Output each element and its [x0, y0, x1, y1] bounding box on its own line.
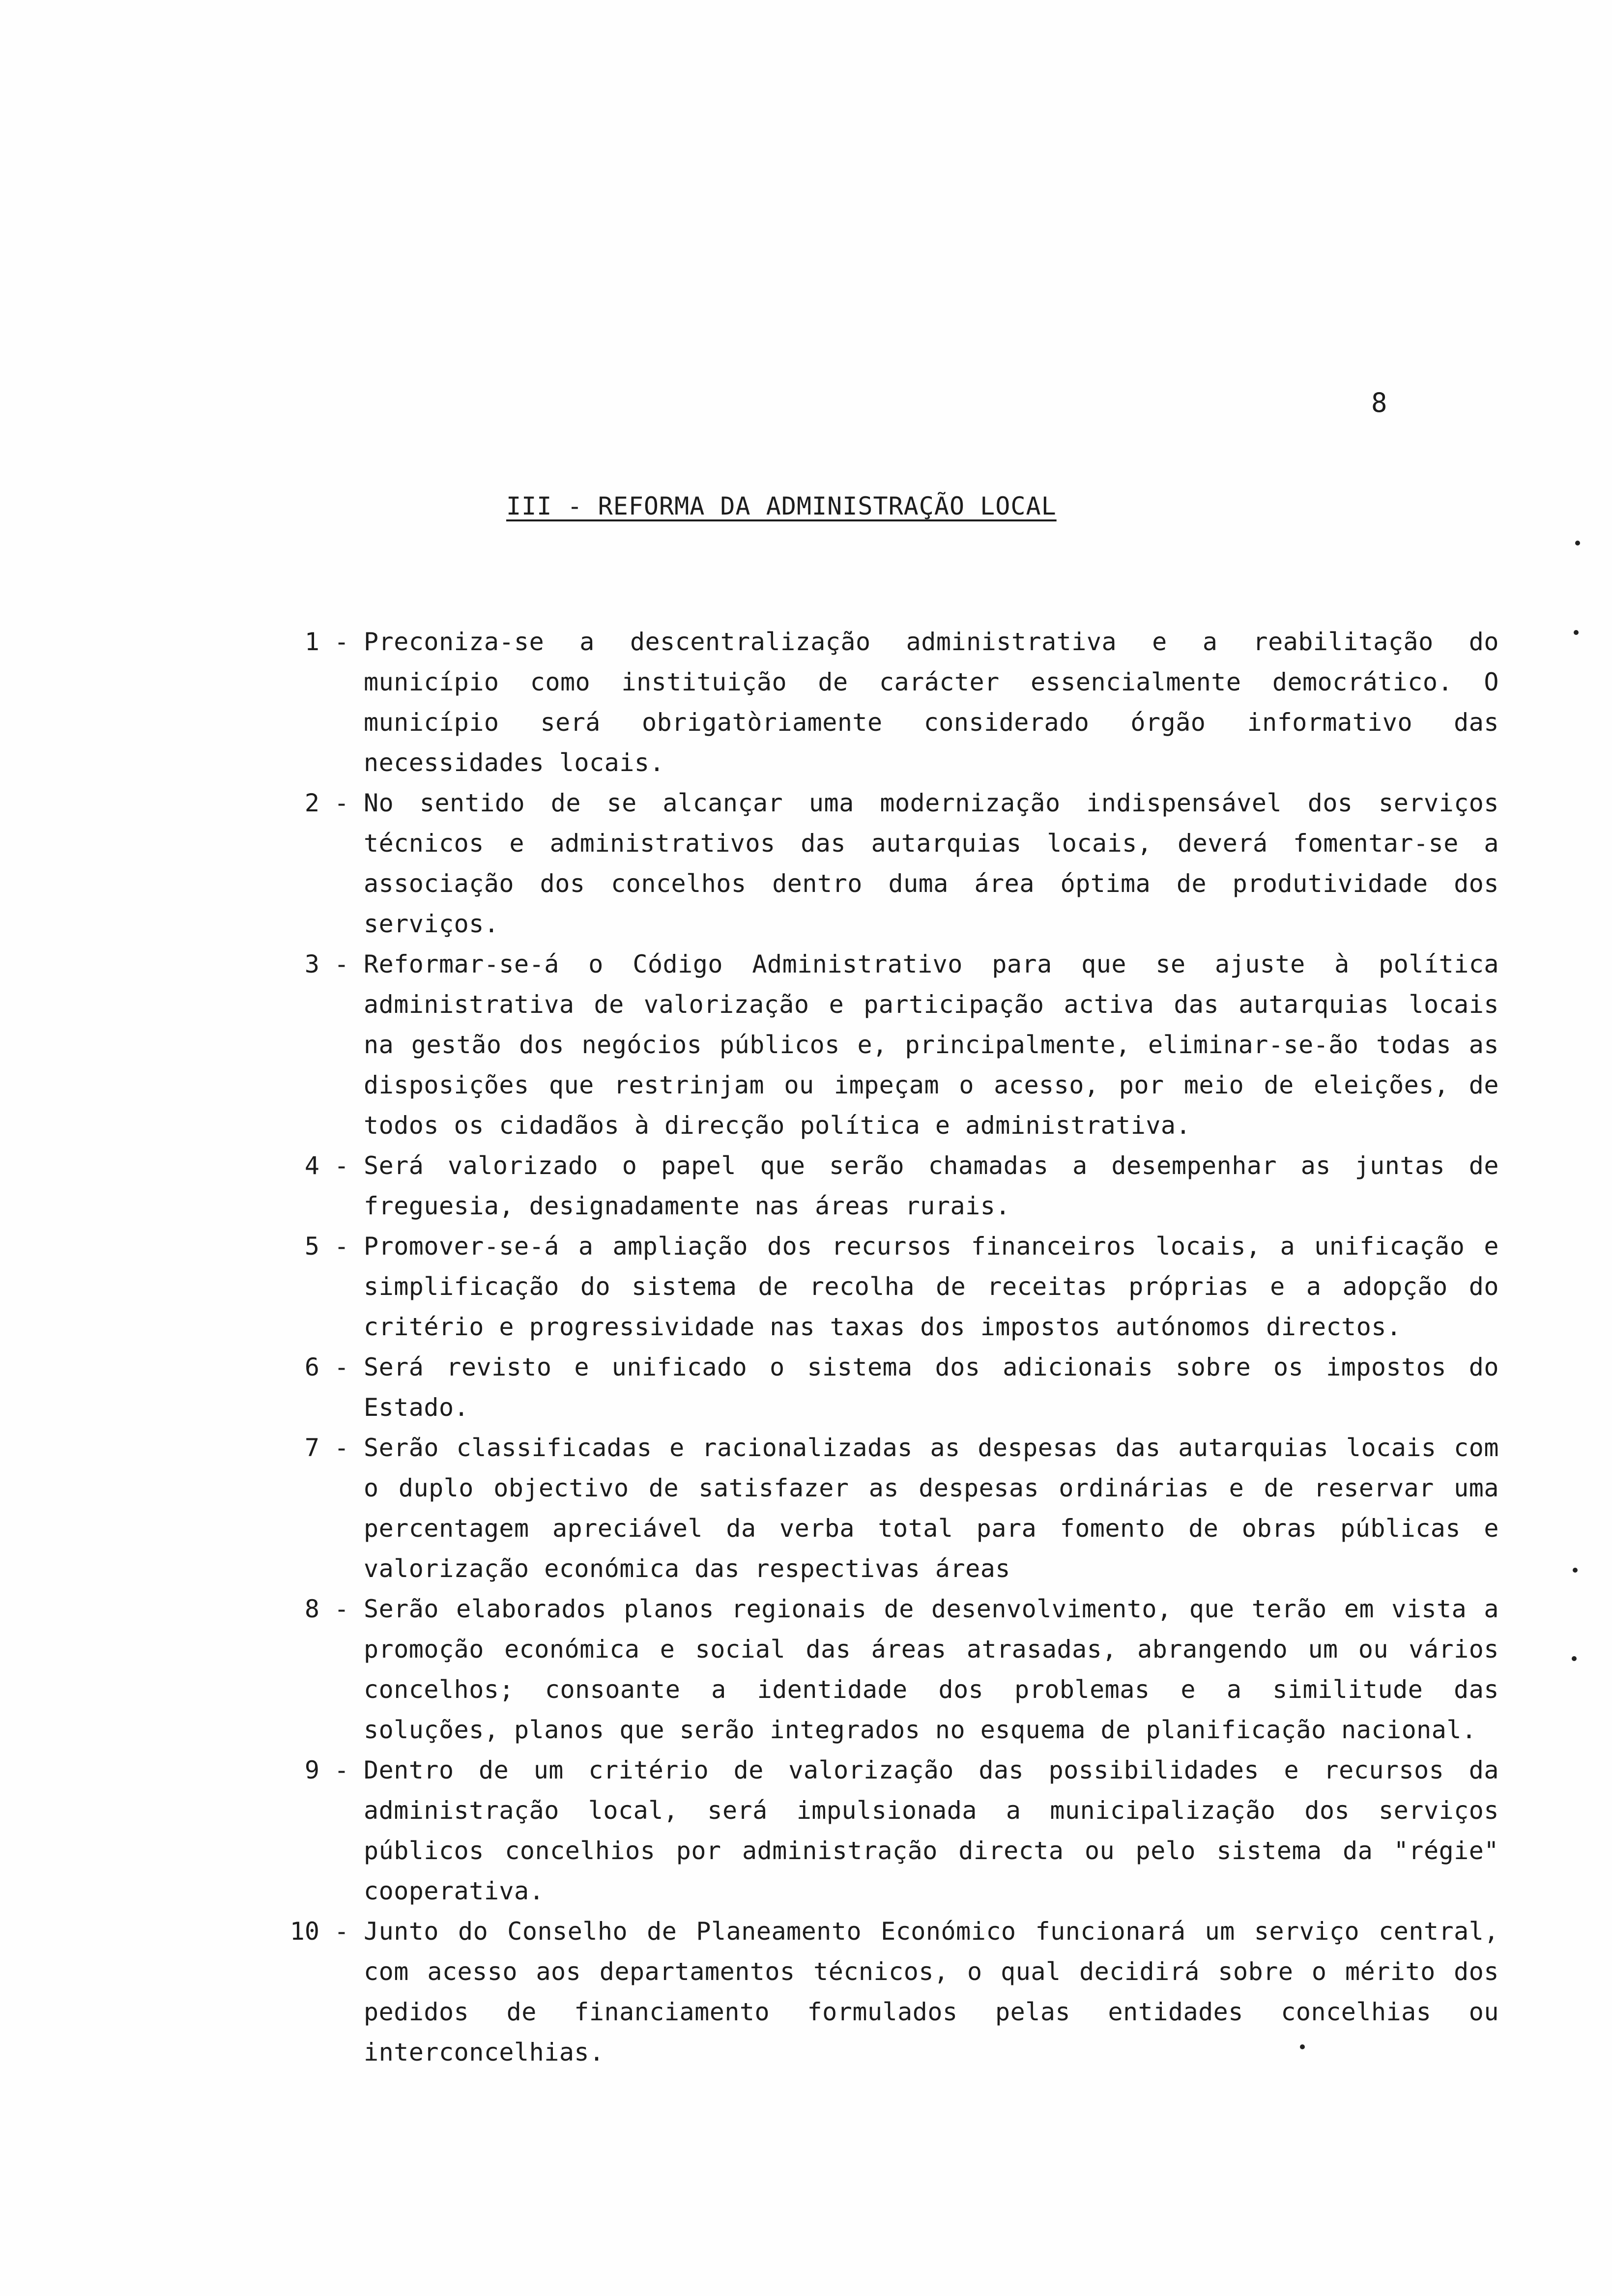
item-number: 3: [304, 950, 319, 978]
item-text: Será revisto e unificado o sistema dos adicionais sobre os impostos do Estado.: [364, 1353, 1499, 1422]
item-number: 2: [304, 789, 319, 817]
item-dash: -: [334, 1595, 349, 1623]
item-text: Serão classificadas e racionalizadas as despesas das autarquias locais com o duplo objectivo de satisfazer as despesas ordinárias e de reservar uma percentagem apreciável da verba total para fomento de obras públicas e valorização económica das respectivas áreas: [364, 1434, 1499, 1583]
list-item: [241, 1146, 1499, 1226]
item-dash: -: [334, 628, 349, 656]
item-number: 6: [304, 1353, 319, 1381]
item-dash: -: [334, 1353, 349, 1381]
item-number: 9: [304, 1756, 319, 1784]
list-item: [241, 944, 1499, 1146]
item-number: 7: [304, 1434, 319, 1462]
scan-speck: [1575, 541, 1580, 545]
item-text: Junto do Conselho de Planeamento Económico funcionará um serviço central, com acesso aos departamentos técnicos, o qual decidirá sobre o mérito dos pedidos de financiamento formulados pelas entidades concelhias ou interconcelhias.: [364, 1917, 1499, 2066]
list-item: [241, 1911, 1499, 2072]
list-item: [241, 783, 1499, 944]
scan-speck: [1300, 2044, 1305, 2049]
item-number: 5: [304, 1232, 319, 1261]
item-list: [241, 622, 1499, 2072]
item-dash: -: [334, 950, 349, 978]
item-number: 8: [304, 1595, 319, 1623]
page-number: 8: [1371, 387, 1387, 418]
item-number: 4: [304, 1151, 319, 1180]
item-text: Será valorizado o papel que serão chamadas a desempenhar as juntas de freguesia, designadamente nas áreas rurais.: [364, 1151, 1499, 1220]
scan-speck: [1574, 630, 1579, 635]
item-text: No sentido de se alcançar uma modernização indispensável dos serviços técnicos e administrativos das autarquias locais, deverá fomentar-se a associação dos concelhos dentro duma área óptima de produtividade dos serviços.: [364, 789, 1499, 938]
item-dash: -: [334, 1917, 349, 1946]
item-text: Reformar-se-á o Código Administrativo para que se ajuste à política administrativa de valorização e participação activa das autarquias locais na gestão dos negócios públicos e, principalmente, eliminar-se-ão todas as disposições que restrinjam ou impeçam o acesso, por meio de eleições, de todos os cidadãos à direcção política e administrativa.: [364, 950, 1499, 1140]
item-text: Promover-se-á a ampliação dos recursos financeiros locais, a unificação e simplificação do sistema de recolha de receitas próprias e a adopção do critério e progressividade nas taxas dos impostos autónomos directos.: [364, 1232, 1499, 1341]
list-item: [241, 1347, 1499, 1428]
item-text: Preconiza-se a descentralização administrativa e a reabilitação do município como instituição de carácter essencialmente democrático. O município será obrigatòriamente considerado órgão informativo das necessidades locais.: [364, 628, 1499, 777]
scan-speck: [1572, 1656, 1577, 1661]
list-item: [241, 1750, 1499, 1911]
item-text: Dentro de um critério de valorização das possibilidades e recursos da administração local, será impulsionada a municipalização dos serviços públicos concelhios por administração directa ou pelo sistema da "régie" cooperativa.: [364, 1756, 1499, 1905]
item-dash: -: [334, 1756, 349, 1784]
section-title: III - REFORMA DA ADMINISTRAÇÃO LOCAL: [506, 492, 1057, 520]
item-text: Serão elaborados planos regionais de desenvolvimento, que terão em vista a promoção económica e social das áreas atrasadas, abrangendo um ou vários concelhos; consoante a identidade dos problemas e a similitude das soluções, planos que serão integrados no esquema de planificação nacional.: [364, 1595, 1499, 1744]
list-item: [241, 1428, 1499, 1589]
list-item: [241, 1589, 1499, 1750]
item-number: 1: [304, 628, 319, 656]
item-dash: -: [334, 789, 349, 817]
scan-speck: [1573, 1568, 1578, 1573]
item-number: 10: [289, 1917, 319, 1946]
item-dash: -: [334, 1232, 349, 1261]
list-item: [241, 1226, 1499, 1347]
item-dash: -: [334, 1434, 349, 1462]
item-dash: -: [334, 1151, 349, 1180]
list-item: [241, 622, 1499, 783]
